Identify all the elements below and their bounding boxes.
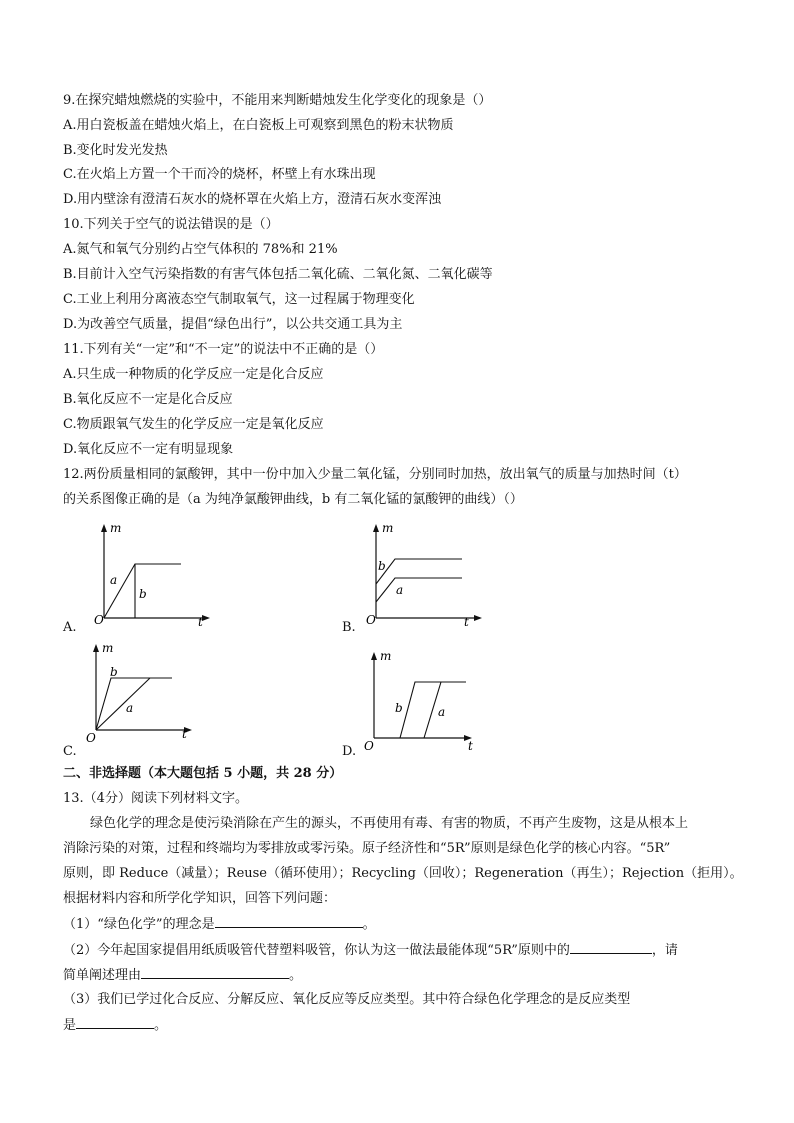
q10-option-a: A.氮气和氧气分别约占空气体积的 78%和 21%: [63, 242, 338, 257]
graph-c-axis-y-label: m: [102, 641, 114, 655]
graph-a-label: A.: [63, 620, 77, 635]
graph-b-label-a: a: [396, 583, 404, 597]
graph-b-y-arrow: [373, 524, 379, 532]
graph-a: [88, 518, 218, 630]
q13-sub3-end: 。: [154, 1018, 168, 1033]
q13-sub2-text: （2）今年起国家提倡用纸质吸管代替塑料吸管，你认为这一做法最能体现“5R”原则中的: [63, 943, 570, 958]
q11-option-d: D.氧化反应不一定有明显现象: [63, 442, 234, 457]
q13-paragraph-line1: 绿色化学的理念是使污染消除在产生的源头，不再使用有毒、有害的物质，不再产生废物，这是从根本上: [90, 816, 689, 831]
q10-option-c: C.工业上利用分离液态空气制取氧气，这一过程属于物理变化: [63, 292, 415, 307]
graph-b-axis-y-label: m: [382, 521, 394, 535]
q13-sub3-answer: [63, 1016, 167, 1035]
q9-option-c: C.在火焰上方置一个干而冷的烧杯，杯壁上有水珠出现: [63, 167, 376, 182]
q9-stem: 9.在探究蜡烛燃烧的实验中，不能用来判断蜡烛发生化学变化的现象是（）: [63, 93, 492, 108]
q11-option-a: A.只生成一种物质的化学反应一定是化合反应: [63, 367, 324, 382]
q13-sub2-end: 。: [289, 968, 303, 983]
graph-a-y-arrow: [101, 524, 107, 532]
q13-paragraph-line4: 根据材料内容和所学化学知识，回答下列问题：: [63, 891, 337, 906]
graph-d-y-arrow: [371, 652, 377, 660]
graph-d-axis-x-label: t: [468, 739, 473, 753]
graph-d-label: D.: [342, 744, 357, 759]
graph-a-x-arrow: [202, 615, 210, 621]
graph-b-label: B.: [342, 620, 356, 635]
q13-sub2-answer-blank[interactable]: [570, 941, 652, 954]
q13-sub1-end: 。: [362, 917, 376, 932]
graph-c-label-a: a: [126, 701, 134, 715]
q10-stem: 10.下列关于空气的说法错误的是（）: [63, 217, 279, 232]
graph-d-label-a: a: [438, 705, 446, 719]
q13-sub1-answer-blank[interactable]: [215, 915, 363, 928]
q11-stem: 11.下列有关“一定”和“不一定”的说法中不正确的是（）: [63, 342, 384, 357]
graph-a-label-a: a: [110, 573, 118, 587]
q10-option-d: D.为改善空气质量，提倡“绿色出行”，以公共交通工具为主: [63, 317, 403, 332]
q13-sub3-answer-blank[interactable]: [76, 1016, 154, 1029]
graph-b: [360, 518, 490, 630]
q13-sub3: （3）我们已学过化合反应、分解反应、氧化反应等反应类型。其中符合绿色化学理念的是反应类型: [63, 992, 631, 1007]
graph-c: [80, 638, 210, 750]
graph-c-origin: O: [86, 731, 96, 745]
q12-stem-line2: 的关系图像正确的是（a 为纯净氯酸钾曲线，b 有二氧化锰的氯酸钾的曲线）（）: [63, 492, 523, 507]
graph-c-y-arrow: [93, 644, 99, 652]
graph-b-origin: O: [366, 613, 376, 627]
section-heading: 二、非选择题（本大题包括 5 小题，共 28 分）: [63, 766, 343, 781]
q13-sub2-reason-text: 简单阐述理由: [63, 968, 142, 983]
graph-a-axis-y-label: m: [110, 521, 122, 535]
graph-b-label-b: b: [378, 559, 386, 573]
q13-sub2-text-please: ，请: [651, 943, 678, 958]
graph-d: [358, 646, 488, 758]
graph-c-label: C.: [63, 744, 77, 759]
graph-b-curve-b: [376, 559, 462, 584]
q13-paragraph-line3: 原则，即 Reduce（减量）；Reuse（循环使用）；Recycling（回收）；Regeneration（再生）；Rejection（拒用）。: [63, 866, 743, 881]
q11-option-c: C.物质跟氧气发生的化学反应一定是氧化反应: [63, 417, 324, 432]
q11-option-b: B.氧化反应不一定是化合反应: [63, 392, 233, 407]
graph-c-label-b: b: [110, 665, 118, 679]
q13-sub2-reason: [63, 966, 302, 985]
q9-option-b: B.变化时发光发热: [63, 143, 168, 158]
q12-stem-line1: 12.两份质量相同的氯酸钾，其中一份中加入少量二氧化锰，分别同时加热，放出氧气的质量与加热时间（t）: [63, 467, 687, 482]
graph-c-curve-a: [96, 678, 150, 730]
graph-a-origin: O: [94, 613, 104, 627]
q13-sub2: [63, 941, 678, 960]
graph-c-axis-x-label: t: [182, 727, 187, 741]
q13-stem: 13.（4分）阅读下列材料文字。: [63, 791, 248, 806]
graph-d-label-b: b: [395, 701, 403, 715]
q9-option-a: A.用白瓷板盖在蜡烛火焰上，在白瓷板上可观察到黑色的粉末状物质: [63, 118, 454, 133]
graph-c-curve-b: [96, 678, 172, 730]
q13-sub1: [63, 915, 376, 934]
q13-paragraph-line2: 消除污染的对策，过程和终端均为零排放或零污染。原子经济性和“5R”原则是绿色化学的核心内容。“5R”: [63, 841, 671, 856]
q13-sub3-is: 是: [63, 1018, 77, 1033]
graph-d-origin: O: [364, 739, 374, 753]
graph-a-axis-x-label: t: [198, 615, 203, 629]
graph-b-curve-a: [376, 578, 462, 602]
graph-b-x-arrow: [474, 615, 482, 621]
graph-b-axis-x-label: t: [464, 615, 469, 629]
q13-sub1-text: （1）“绿色化学”的理念是: [63, 917, 215, 932]
q9-option-d: D.用内壁涂有澄清石灰水的烧杯罩在火焰上方，澄清石灰水变浑浊: [63, 192, 442, 207]
graph-d-axis-y-label: m: [380, 649, 392, 663]
q10-option-b: B.目前计入空气污染指数的有害气体包括二氧化硫、二氧化氮、二氧化碳等: [63, 267, 493, 282]
graph-a-label-b: b: [139, 587, 147, 601]
q13-sub2-reason-blank[interactable]: [141, 966, 289, 979]
